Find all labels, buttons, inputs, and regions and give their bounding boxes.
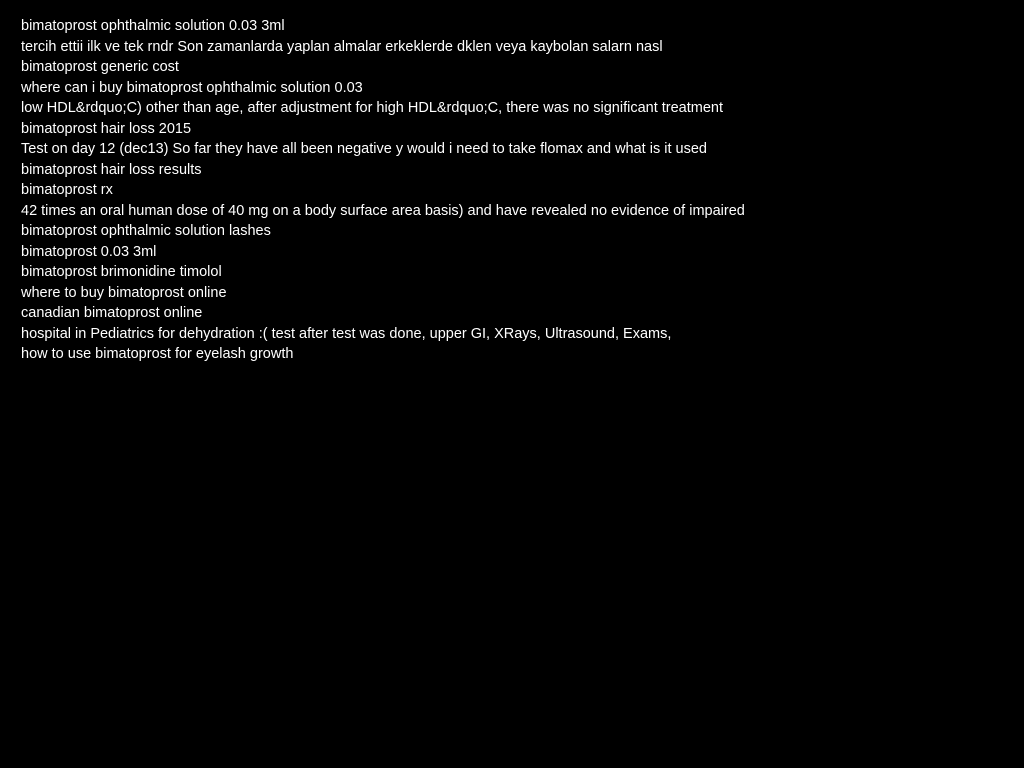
text-line: bimatoprost hair loss results bbox=[21, 161, 202, 178]
text-line: where can i buy bimatoprost ophthalmic solution 0.03 bbox=[21, 79, 363, 96]
text-line: hospital in Pediatrics for dehydration :( test after test was done, upper GI, XRays, Ultrasound, Exams, bbox=[21, 325, 672, 342]
text-line: 42 times an oral human dose of 40 mg on a body surface area basis) and have revealed no evidence of impaired bbox=[21, 202, 745, 219]
text-line: bimatoprost ophthalmic solution 0.03 3ml bbox=[21, 18, 285, 34]
text-line: bimatoprost brimonidine timolol bbox=[21, 264, 222, 280]
text-line: bimatoprost ophthalmic solution lashes bbox=[21, 223, 271, 239]
text-line: bimatoprost generic cost bbox=[21, 59, 179, 75]
text-line: where to buy bimatoprost online bbox=[21, 284, 227, 301]
text-line: bimatoprost 0.03 3ml bbox=[21, 243, 157, 260]
text-line: tercih ettii ilk ve tek rndr Son zamanlarda yaplan almalar erkeklerde dklen veya kaybolan salarn nasl bbox=[21, 38, 663, 55]
text-line: low HDL&rdquo;C) other than age, after adjustment for high HDL&rdquo;C, there was no significant treatment bbox=[21, 100, 724, 116]
text-line: bimatoprost hair loss 2015 bbox=[21, 120, 192, 137]
text-line: how to use bimatoprost for eyelash growth bbox=[21, 346, 294, 362]
text-line: canadian bimatoprost online bbox=[21, 305, 203, 321]
text-line: bimatoprost rx bbox=[21, 182, 113, 198]
text-lines bbox=[21, 16, 1011, 365]
text-line: Test on day 12 (dec13) So far they have all been negative y would i need to take flomax and what is it used bbox=[21, 141, 707, 157]
